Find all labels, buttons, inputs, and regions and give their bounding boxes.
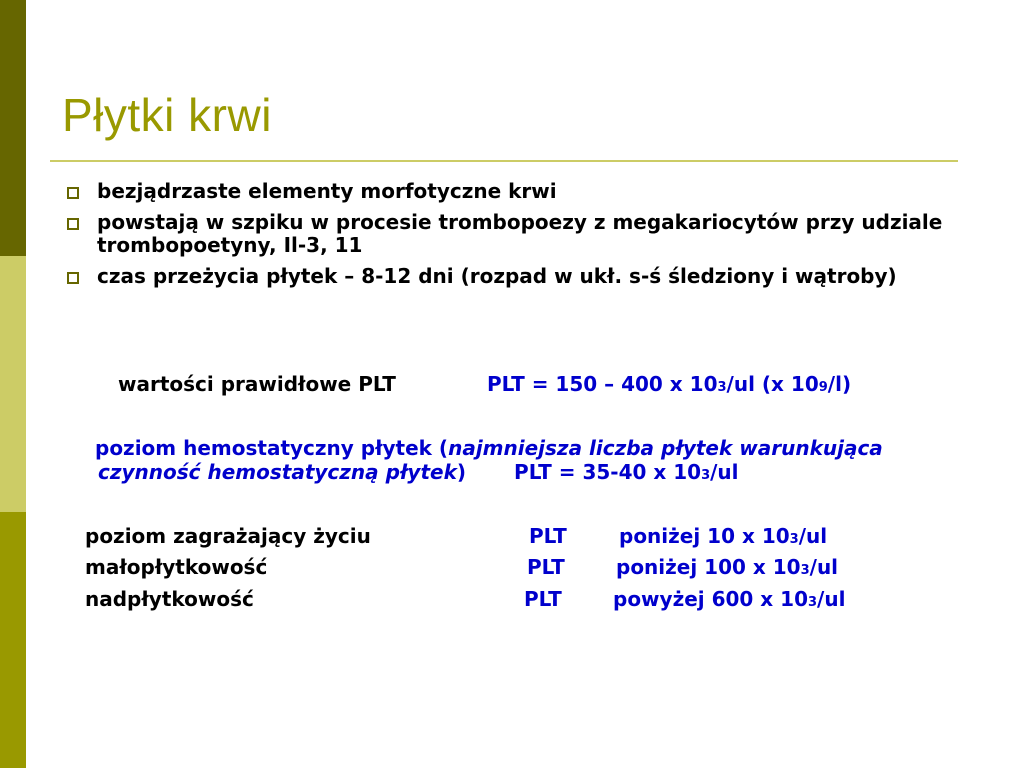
- square-bullet-icon: [67, 272, 79, 284]
- level-plt: PLT: [529, 524, 567, 548]
- square-bullet-icon: [67, 187, 79, 199]
- level-unit: /ul: [809, 555, 839, 579]
- level-unit: /ul: [817, 587, 846, 611]
- bullet-list: [64, 180, 964, 296]
- slide-title: Płytki krwi: [62, 89, 272, 141]
- level-plt: PLT: [527, 555, 565, 579]
- normal-values-label: wartości prawidłowe PLT: [118, 372, 396, 396]
- level-value-text: poniżej 10 x 10: [619, 524, 790, 548]
- level-exp: 3: [808, 595, 818, 610]
- hemostatic-line-1: [95, 437, 883, 460]
- hemostatic-part1: poziom hemostatyczny płytek (: [95, 436, 449, 460]
- normal-value-b: /ul (x 10: [726, 372, 819, 396]
- level-value: [613, 587, 845, 615]
- side-bar-bottom: [0, 512, 26, 768]
- level-value-text: powyżej 600 x 10: [613, 587, 808, 611]
- level-row: [85, 555, 885, 581]
- level-label: małopłytkowość: [85, 555, 268, 579]
- title-divider: [50, 160, 958, 162]
- bullet-item: [64, 211, 964, 257]
- level-value-text: poniżej 100 x 10: [616, 555, 801, 579]
- normal-exp-a: 3: [717, 380, 727, 395]
- bullet-text: bezjądrzaste elementy morfotyczne krwi: [97, 179, 557, 203]
- bullet-item: [64, 180, 964, 203]
- side-bar-middle: [0, 256, 26, 512]
- hemostatic-line-2: [98, 461, 739, 487]
- hemostatic-part2: ): [456, 460, 467, 484]
- level-label: nadpłytkowość: [85, 587, 254, 611]
- hemostatic-value-a: PLT = 35-40 x 10: [514, 460, 702, 484]
- level-exp: 3: [789, 532, 799, 547]
- normal-value-a: PLT = 150 – 400 x 10: [487, 372, 718, 396]
- level-row: [85, 587, 885, 613]
- hemostatic-italic2: czynność hemostatyczną płytek: [98, 460, 457, 484]
- level-value: [616, 555, 838, 583]
- square-bullet-icon: [67, 218, 79, 230]
- hemostatic-italic1: najmniejsza liczba płytek warunkująca: [448, 436, 883, 460]
- level-plt: PLT: [524, 587, 562, 611]
- bullet-item: [64, 265, 964, 288]
- normal-exp-b: 9: [818, 380, 828, 395]
- normal-values: [487, 373, 851, 399]
- level-value: [619, 524, 827, 552]
- level-row: [85, 524, 885, 550]
- level-unit: /ul: [798, 524, 828, 548]
- level-label: poziom zagrażający życiu: [85, 524, 371, 548]
- bullet-text: powstają w szpiku w procesie trombopoezy z megakariocytów przy udziale trombopoetyny, Il-3, 11: [97, 210, 943, 257]
- normal-value-c: /l): [827, 372, 852, 396]
- level-exp: 3: [800, 563, 810, 578]
- bullet-text: czas przeżycia płytek – 8-12 dni (rozpad w ukł. s-ś śledziony i wątroby): [97, 264, 897, 288]
- hemostatic-exp: 3: [701, 468, 711, 483]
- side-bar-top: [0, 0, 26, 256]
- hemostatic-value-b: /ul: [710, 460, 739, 484]
